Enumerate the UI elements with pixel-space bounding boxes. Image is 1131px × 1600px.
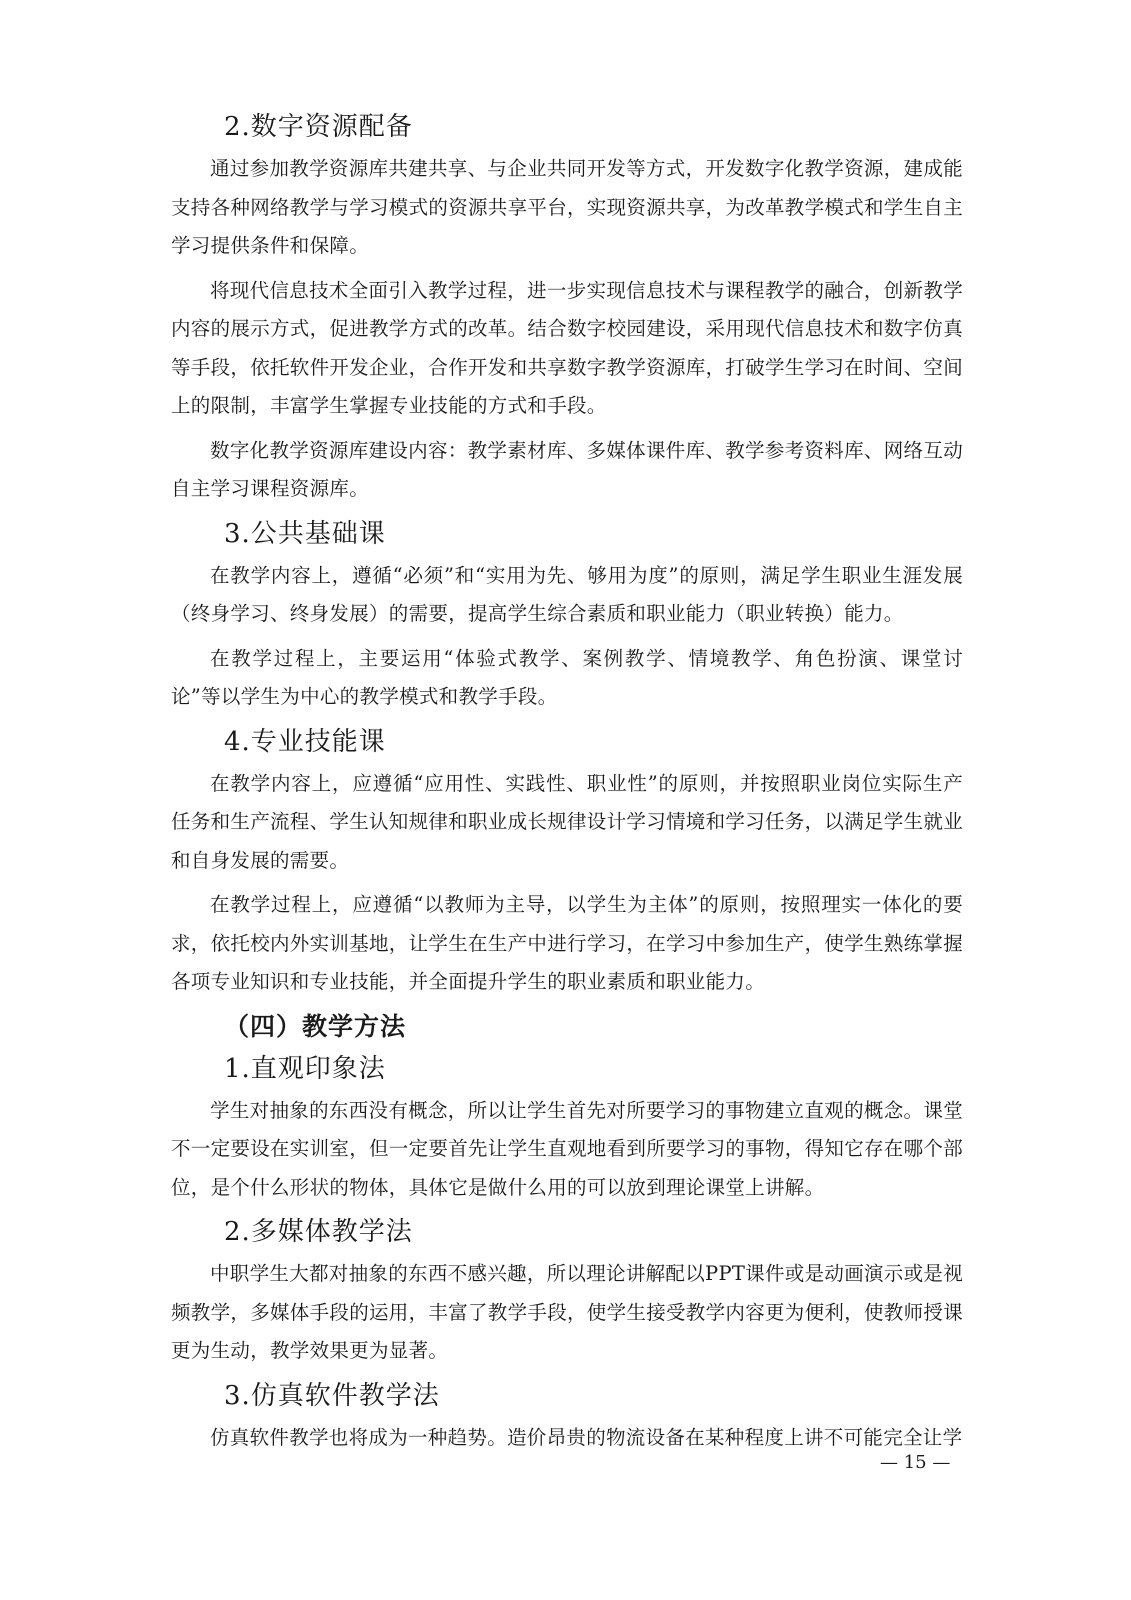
paragraph: 在教学内容上，遵循“必须”和“实用为先、够用为度”的原则，满足学生职业生涯发展（终身学习、终身发展）的需要，提高学生综合素质和职业能力（职业转换）能力。 [171, 563, 963, 625]
heading-multimedia-method: 2.多媒体教学法 [224, 1217, 413, 1247]
paragraph: 数字化教学资源库建设内容：教学素材库、多媒体课件库、教学参考资料库、网络互动自主学习课程资源库。 [171, 438, 963, 500]
paragraph: 中职学生大都对抽象的东西不感兴趣，所以理论讲解配以PPT课件或是动画演示或是视频教学，多媒体手段的运用，丰富了教学手段，使学生接受教学内容更为便利，使教师授课更为生动，教学效果更为显著。 [171, 1262, 964, 1362]
paragraph: 在教学内容上，应遵循“应用性、实践性、职业性”的原则，并按照职业岗位实际生产任务和生产流程、学生认知规律和职业成长规律设计学习情境和学习任务，以满足学生就业和自身发展的需要。 [171, 771, 964, 872]
heading-teaching-methods: （四）教学方法 [224, 1011, 407, 1041]
paragraph: 通过参加教学资源库共建共享、与企业共同开发等方式，开发数字化教学资源，建成能支持各种网络教学与学习模式的资源共享平台，实现资源共享，为改革教学模式和学生自主学习提供条件和保障。 [171, 157, 964, 257]
paragraph: 在教学过程上，主要运用“体验式教学、案例教学、情境教学、角色扮演、课堂讨论”等以学生为中心的教学模式和教学手段。 [171, 646, 963, 708]
heading-simulation-method: 3.仿真软件教学法 [224, 1380, 440, 1411]
paragraph: 在教学过程上，应遵循“以教师为主导，以学生为主体”的原则，按照理实一体化的要求，依托校内外实训基地，让学生在生产中进行学习，在学习中参加生产，使学生熟练掌握各项专业知识和专业技能，并全面提升学生的职业素质和职业能力。 [171, 893, 964, 993]
paragraph: 将现代信息技术全面引入教学过程，进一步实现信息技术与课程教学的融合，创新教学内容的展示方式，促进教学方式的改革。结合数字校园建设，采用现代信息技术和数字仿真等手段，依托软件开发企业，合作开发和共享数字教学资源库，打破学生学习在时间、空间上的限制，丰富学生掌握专业技能的方式和手段。 [171, 278, 964, 417]
document-body [171, 108, 963, 1463]
heading-professional-skills: 4.专业技能课 [224, 726, 386, 757]
paragraph: 学生对抽象的东西没有概念，所以让学生首先对所要学习的事物建立直观的概念。课堂不一定要设在实训室，但一定要首先让学生直观地看到所要学习的事物，得知它存在哪个部位，是个什么形状的物体，具体它是做什么用的可以放到理论课堂上讲解。 [171, 1098, 964, 1199]
heading-public-courses: 3.公共基础课 [224, 518, 386, 549]
page-number: — 15 — [880, 1452, 951, 1473]
paragraph: 仿真软件教学也将成为一种趋势。造价昂贵的物流设备在某种程度上讲不可能完全让学 [210, 1425, 963, 1449]
heading-digital-resources: 2.数字资源配备 [224, 112, 413, 142]
heading-intuitive-method: 1.直观印象法 [224, 1053, 386, 1084]
